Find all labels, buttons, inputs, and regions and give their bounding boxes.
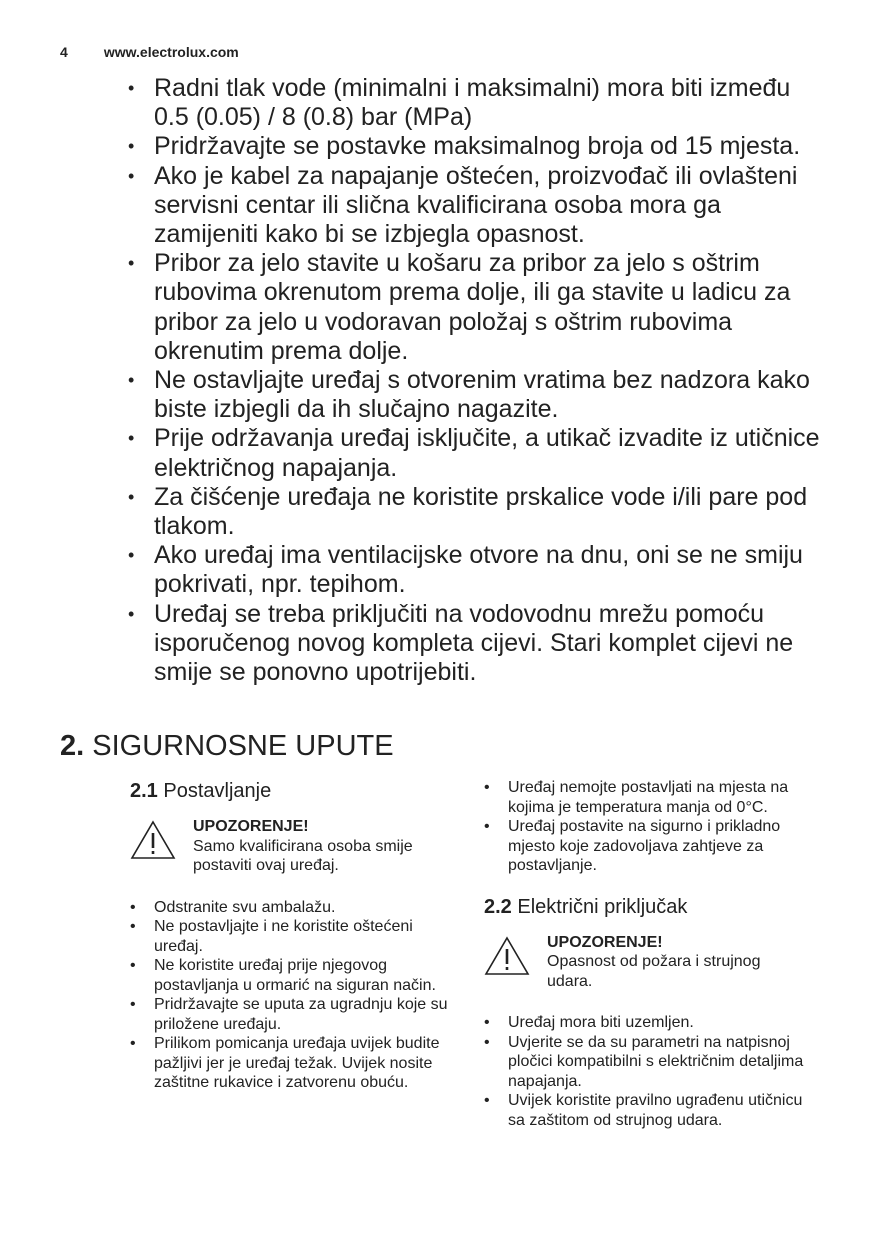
section-number: 2. xyxy=(60,730,85,762)
installation-list xyxy=(130,898,450,1093)
warning-box xyxy=(130,817,450,876)
subsection-number: 2.2 xyxy=(484,895,512,918)
list-item: • Uvijek koristite pravilno ugrađenu utičnicu sa zaštitom od strujnog udara. xyxy=(484,1091,804,1130)
list-item: • Uvjerite se da su parametri na natpisnoj pločici kompatibilni s električnim detaljima napajanja. xyxy=(484,1033,804,1092)
list-item: • Ne ostavljajte uređaj s otvorenim vratima bez nadzora kako biste izbjegli da ih slučajno nagazite. xyxy=(128,366,828,424)
warning-box xyxy=(484,933,804,992)
website-link[interactable]: www.electrolux.com xyxy=(103,44,239,60)
list-item: • Ne postavljajte i ne koristite oštećeni uređaj. xyxy=(130,917,450,956)
list-item: • Uređaj postavite na sigurno i prikladno mjesto koje zadovoljava zahtjeve za postavljanje. xyxy=(484,817,804,876)
warning-triangle-icon xyxy=(130,820,176,860)
subsection-title-text: Postavljanje xyxy=(163,780,272,802)
list-item: • Pridržavajte se uputa za ugradnju koje su priložene uređaju. xyxy=(130,995,450,1034)
warning-text xyxy=(547,933,804,992)
subsection-title-text: Električni priključak xyxy=(517,895,688,918)
subsection-title-installation xyxy=(130,780,450,803)
section-title-text: SIGURNOSNE UPUTE xyxy=(92,730,394,762)
list-item: • Ako uređaj ima ventilacijske otvore na dnu, oni se ne smiju pokrivati, npr. tepihom. xyxy=(128,541,828,599)
list-item: • Pridržavajte se postavke maksimalnog broja od 15 mjesta. xyxy=(128,132,828,161)
intro-safety-list xyxy=(128,74,828,687)
warning-triangle-icon xyxy=(484,936,530,976)
right-column xyxy=(484,778,804,1130)
subsection-title-electrical xyxy=(484,896,804,919)
subsection-number: 2.1 xyxy=(130,780,158,802)
electrical-list xyxy=(484,1013,804,1130)
list-item: • Radni tlak vode (minimalni i maksimalni) mora biti između 0.5 (0.05) / 8 (0.8) bar (MPa) xyxy=(128,74,828,132)
list-item: • Ne koristite uređaj prije njegovog postavljanja u ormarić na siguran način. xyxy=(130,956,450,995)
list-item: • Prilikom pomicanja uređaja uvijek budite pažljivi jer je uređaj težak. Uvijek nosite zaštitne rukavice i zatvorenu obuću. xyxy=(130,1034,450,1093)
warning-message: Samo kvalificirana osoba smije postaviti ovaj uređaj. xyxy=(193,837,413,874)
list-item: • Uređaj mora biti uzemljen. xyxy=(484,1013,804,1033)
list-item: • Ako je kabel za napajanje oštećen, proizvođač ili ovlašteni servisni centar ili slična kvalificirana osoba mora ga zamijeniti kako bi se izbjegla opasnost. xyxy=(128,162,828,250)
page-number: 4 xyxy=(60,44,68,60)
warning-text xyxy=(193,817,450,876)
list-item: • Prije održavanja uređaj isključite, a utikač izvadite iz utičnice električnog napajanja. xyxy=(128,424,828,482)
page-header xyxy=(60,44,239,60)
list-item: • Odstranite svu ambalažu. xyxy=(130,898,450,918)
list-item: • Uređaj se treba priključiti na vodovodnu mrežu pomoću isporučenog novog kompleta cijevi. Stari komplet cijevi ne smije se ponovno upotrijebiti. xyxy=(128,600,828,688)
list-item: • Za čišćenje uređaja ne koristite prskalice vode i/ili pare pod tlakom. xyxy=(128,483,828,541)
installation-list-continued xyxy=(484,778,804,876)
warning-title: UPOZORENJE! xyxy=(193,818,309,835)
warning-title: UPOZORENJE! xyxy=(547,933,663,951)
left-column xyxy=(130,780,450,1093)
list-item: • Uređaj nemojte postavljati na mjesta na kojima je temperatura manja od 0°C. xyxy=(484,778,804,817)
section-title xyxy=(60,730,394,763)
list-item: • Pribor za jelo stavite u košaru za pribor za jelo s oštrim rubovima okrenutom prema dolje, ili ga stavite u ladicu za pribor za jelo u vodoravan položaj s oštrim rubovima okrenutim prema dolje. xyxy=(128,249,828,366)
warning-message: Opasnost od požara i strujnog udara. xyxy=(547,953,761,990)
